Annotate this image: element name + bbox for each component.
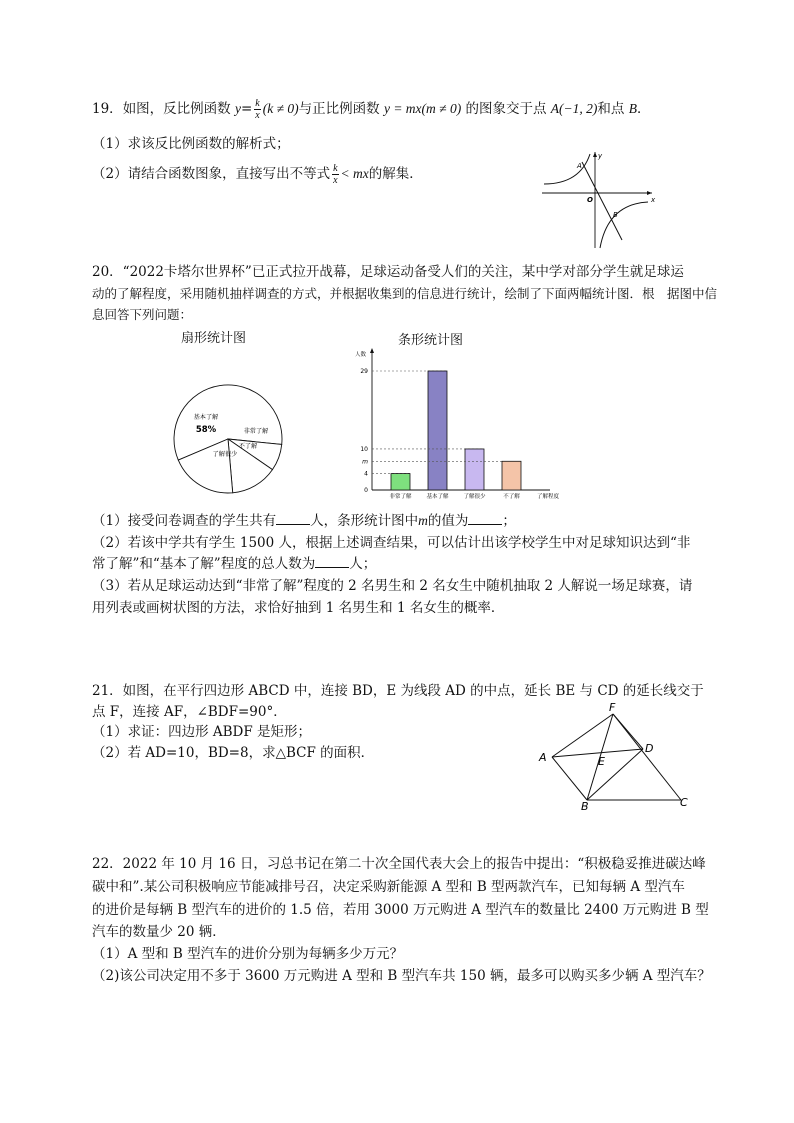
q22-stem-line1: 22．2022 年 10 月 16 日，习总书记在第二十次全国代表大会上的报告中提出：“积极稳妥推进碳达峰: [92, 856, 706, 872]
x-tick-label-2: 基本了解: [426, 494, 449, 500]
q20-part2-line2: 常了解”和“基本了解”程度的总人数为 人；: [92, 556, 377, 572]
pie-label-2: 非常了解: [243, 428, 269, 435]
q22-stem-line4: 汽车的数量少 20 辆．: [92, 924, 226, 940]
x-axis-label: 了解程度: [537, 494, 560, 500]
q21-label-C: C: [680, 796, 688, 809]
q20-stem-line1: 20．“2022卡塔尔世界杯”已正式拉开战幕，足球运动备受人们的关注，某中学对部分学生就足球运: [92, 264, 684, 280]
x-tick-label-4: 不了解: [503, 494, 520, 500]
q21-stem-line2: 点 F，连接 AF，∠BDF=90°．: [92, 704, 287, 720]
bar-3: [465, 449, 484, 490]
bar-2: [428, 371, 447, 490]
bar-chart: [345, 347, 575, 507]
y-tick-label-5: 29: [360, 368, 368, 375]
q19-label-x: x: [651, 196, 656, 204]
y-tick-label-4: 10: [360, 445, 368, 453]
q20-part3-line1: （3）若从足球运动达到“非常了解”程度的 2 名男生和 2 名女生中随机抽取 2 人解说一场足球赛，请: [92, 578, 693, 594]
q22-stem-line3: 的进价是每辆 B 型汽车的进价的 1.5 倍，若用 3000 万元购进 A 型汽车的数量比 2400 万元购进 B 型: [92, 902, 709, 918]
pie-label-4: 了解很少: [212, 451, 238, 458]
y-axis-arrow: [370, 348, 374, 353]
q19-stem: 19．如图，反比例函数 y= $\frac{k}{x}$ (k ≠ 0)与正比例函数 y = mx(m ≠ 0) 的图象交于点 A(−1, 2)和点 B．: [92, 98, 651, 121]
pie-chart-title: 扇形统计图: [181, 331, 247, 346]
q21-label-A: A: [539, 751, 547, 764]
pie-chart: [168, 383, 288, 495]
y-axis-label: 人数: [355, 352, 367, 358]
q22-part2: （2)该公司决定用不多于 3600 万元购进 A 型和 B 型汽车共 150 辆，最多可以购买多少辆 A 型汽车？: [92, 968, 711, 984]
q21-label-B: B: [581, 800, 589, 813]
q21-label-F: F: [609, 701, 616, 714]
x-tick-label-1: 非常了解: [389, 494, 412, 500]
q21-part2: （2）若 AD=10，BD=8，求△BCF 的面积．: [92, 745, 375, 761]
q19-label-y: y: [598, 152, 603, 160]
q22-stem-line2: 碳中和”.某公司积极响应节能减排号召，决定采购新能源 A 型和 B 型两款汽车，已知每辆 A 型汽车: [92, 879, 685, 895]
y-tick-label-3: m: [362, 458, 368, 466]
q19-part1: （1）求该反比例函数的解析式；: [92, 136, 290, 152]
y-tick-label-1: 0: [364, 487, 368, 494]
y-tick-label-2: 4: [364, 470, 368, 478]
q22-part1: （1）A 型和 B 型汽车的进价分别为每辆多少万元？: [92, 946, 404, 962]
bar-chart-title: 条形统计图: [398, 333, 464, 348]
q20-part1: （1）接受问卷调查的学生共有 人，条形统计图中m的值为 ；: [92, 513, 516, 529]
q20-part3-line2: 用列表或画树状图的方法，求恰好抽到 1 名男生和 1 名女生的概率．: [92, 600, 505, 616]
q21-label-E: E: [598, 755, 605, 768]
q21-stem-line1: 21．如图，在平行四边形 ABCD 中，连接 BD，E 为线段 AD 的中点，延长 BE 与 CD 的延长线交于: [92, 683, 704, 699]
q21-part1: （1）求证：四边形 ABDF 是矩形；: [92, 724, 312, 740]
q20-stem-line3: 息回答下列问题：: [92, 307, 193, 322]
q21-parallelogram-figure: [535, 702, 705, 812]
q19-label-O: O: [587, 196, 593, 204]
q19-function-graph: [540, 150, 660, 250]
q20-stem-line2: 动的了解程度，采用随机抽样调查的方式，并根据收集到的信息进行统计，绘制了下面两幅统计图．根 据图中信: [92, 286, 718, 301]
bar-4: [502, 461, 521, 490]
pie-percent-label: 58%: [195, 425, 217, 435]
q20-part2-line1: （2）若该中学共有学生 1500 人，根据上述调查结果，可以估计出该学校学生中对足球知识达到“非: [92, 535, 691, 551]
q19-part2: （2）请结合函数图象，直接写出不等式 $\frac{k}{x}$ < mx的解集．: [92, 163, 423, 186]
q19-label-A: A: [577, 162, 582, 170]
pie-label-1: 基本了解: [193, 414, 219, 421]
q19-label-B: B: [613, 211, 618, 219]
x-tick-label-3: 了解很少: [463, 494, 486, 500]
bar-1: [391, 474, 410, 490]
q21-label-D: D: [645, 742, 654, 755]
pie-label-3: 不了解: [238, 443, 258, 450]
